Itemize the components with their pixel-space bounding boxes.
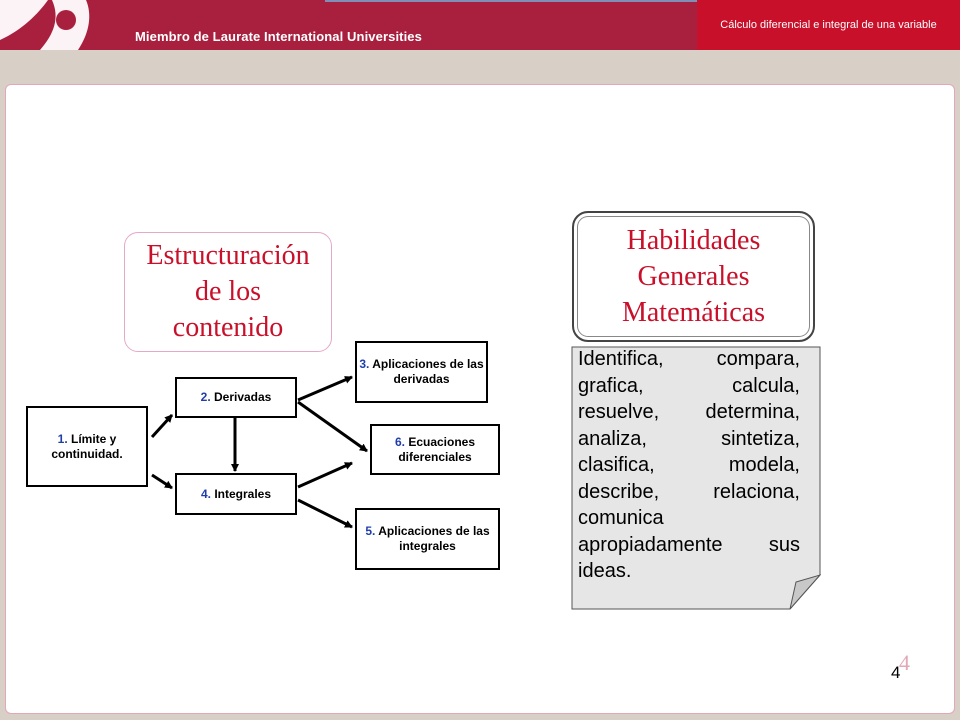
box-aplicaciones-integrales-label (357, 524, 498, 554)
box-integrales (175, 473, 297, 515)
content-structure-title-line-2: de los (194, 276, 262, 307)
course-title: Cálculo diferencial e integral de una variable (697, 0, 960, 50)
box-integrales-label (201, 487, 271, 502)
box-ecuaciones-diferenciales-number: 6. (394, 434, 405, 449)
box-aplicaciones-derivadas-text: Aplicaciones de las derivadas (369, 357, 484, 386)
university-line: Miembro de Laurate International Universities (135, 29, 422, 44)
arrow-2-to-3 (298, 377, 352, 400)
arrow-1-to-4 (152, 475, 172, 488)
box-derivadas-text: Derivadas (210, 390, 272, 404)
skills-text: Identifica, compara, grafica, calcula, resuelve, determina, analiza, sintetiza, clasifica, modela, describe, relaciona, comunica apropiadamente sus ideas. (578, 348, 800, 582)
math-skills-title-line-2: Generales (637, 260, 750, 292)
content-structure-title-line-3: contenido (172, 312, 284, 343)
math-skills-title-line-3: Matemáticas (621, 296, 766, 328)
box-derivadas-label (201, 390, 272, 405)
box-limite-label (28, 432, 146, 462)
box-aplicaciones-derivadas-number: 3. (359, 357, 370, 371)
box-ecuaciones-diferenciales (370, 424, 500, 475)
box-limite (26, 406, 148, 487)
box-integrales-number: 4. (200, 486, 211, 501)
arrow-2-to-6 (298, 402, 367, 451)
box-ecuaciones-diferenciales-text: Ecuaciones diferenciales (398, 434, 476, 464)
page-number-ghost: 4 (899, 650, 910, 675)
box-derivadas-number: 2. (200, 390, 211, 404)
arrow-4-to-6 (298, 463, 352, 487)
box-aplicaciones-integrales (355, 508, 500, 570)
box-aplicaciones-integrales-text: Aplicaciones de las integrales (375, 524, 490, 553)
box-limite-number: 1. (57, 431, 68, 446)
box-integrales-text: Integrales (210, 486, 272, 501)
page-number: 4 (891, 663, 901, 682)
arrow-4-to-5 (298, 500, 352, 527)
box-ecuaciones-diferenciales-label (372, 435, 498, 465)
box-aplicaciones-derivadas (355, 341, 488, 403)
box-derivadas (175, 377, 297, 418)
math-skills-title-line-1: Habilidades (626, 224, 761, 256)
box-limite-text: Límite y continuidad. (51, 431, 123, 461)
box-aplicaciones-derivadas-label (357, 357, 486, 387)
arrow-1-to-2 (152, 415, 172, 437)
content-structure-title-line-1: Estructuración (146, 240, 310, 271)
box-aplicaciones-integrales-number: 5. (365, 524, 376, 538)
